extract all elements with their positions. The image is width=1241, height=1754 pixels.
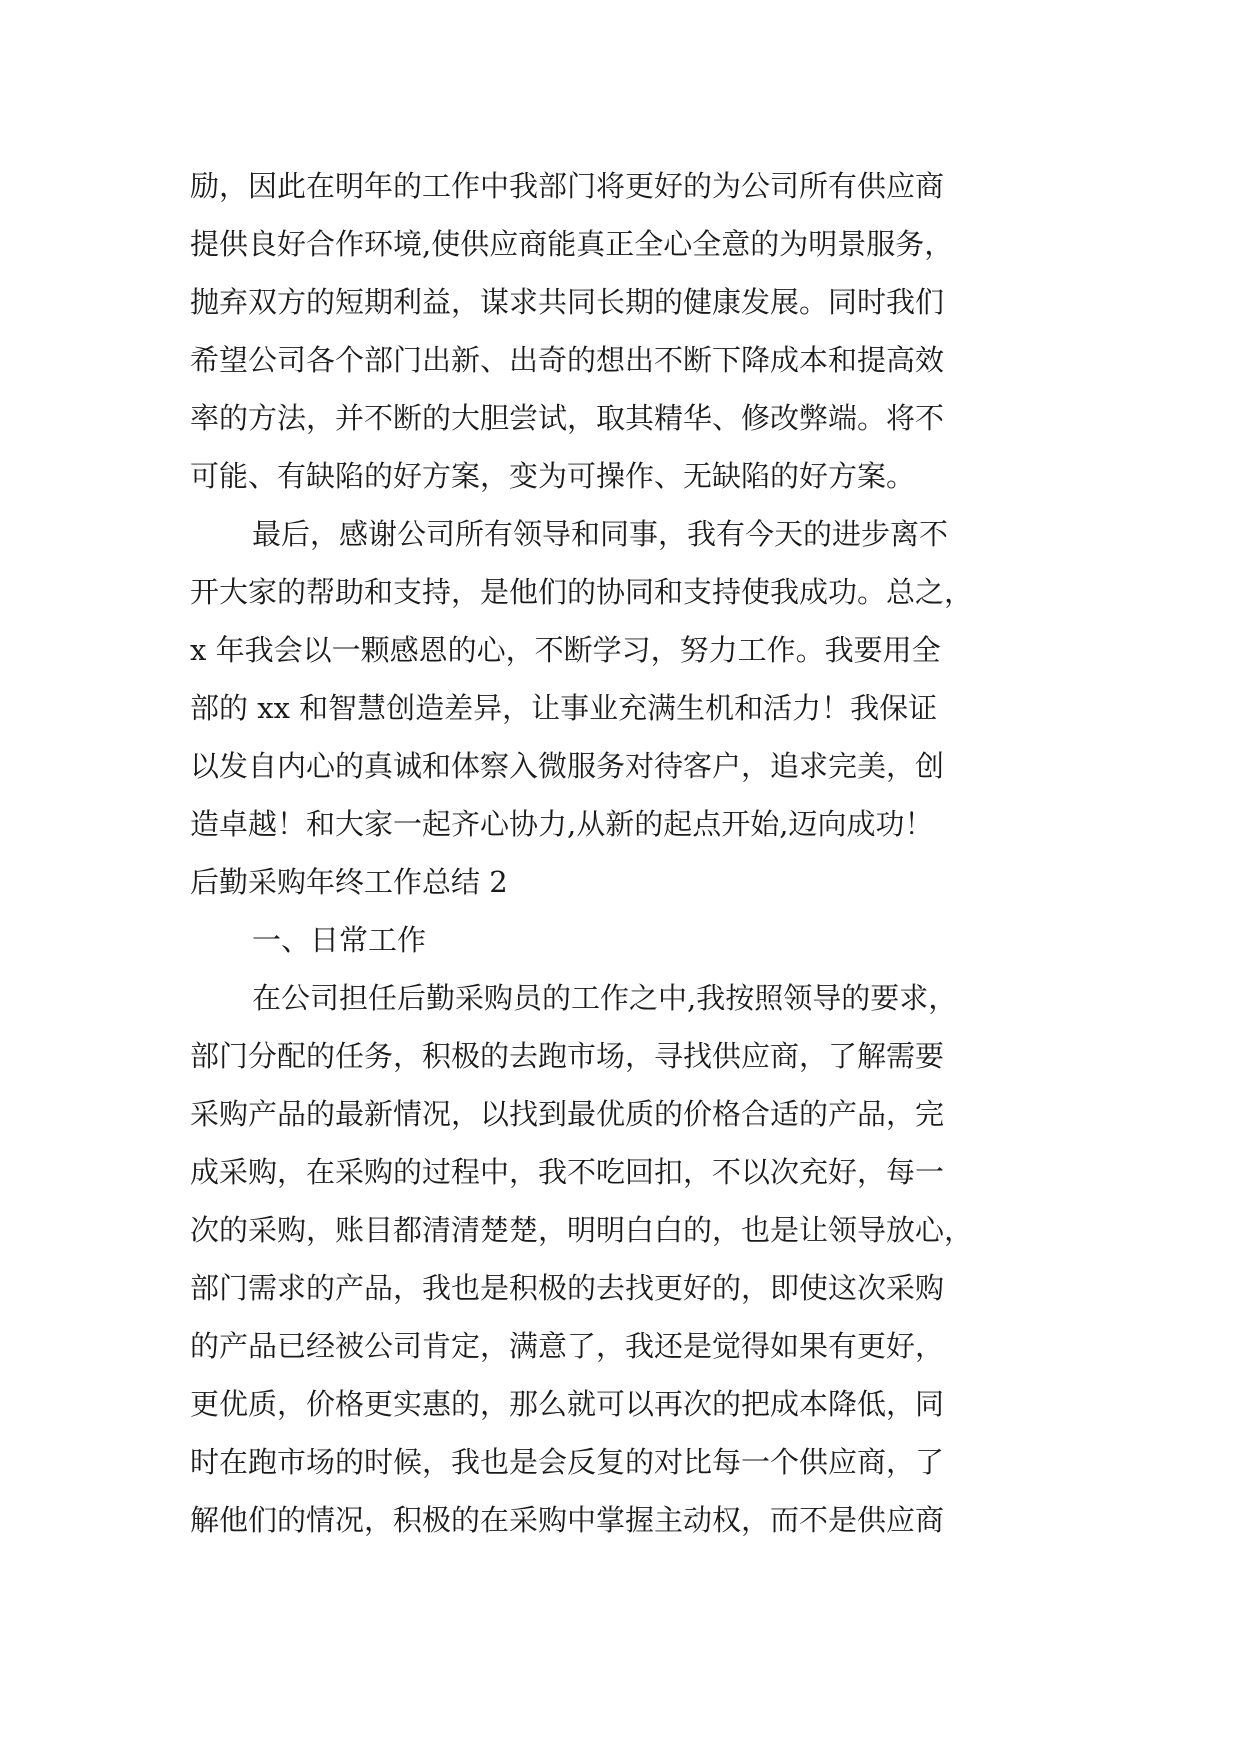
section-title: 后勤采购年终工作总结 2 xyxy=(190,865,508,899)
paragraph-line: x 年我会以一颗感恩的心，不断学习，努力工作。我要用全 xyxy=(190,633,941,667)
paragraph-line: 时在跑市场的时候，我也是会反复的对比每一个供应商，了 xyxy=(190,1445,945,1479)
paragraph-line: 部门需求的产品，我也是积极的去找更好的，即使这次采购 xyxy=(190,1271,945,1305)
paragraph-line: 造卓越！和大家一起齐心协力,从新的起点开始,迈向成功！ xyxy=(190,807,934,841)
paragraph-line: 率的方法，并不断的大胆尝试，取其精华、修改弊端。将不 xyxy=(190,401,945,435)
paragraph-line: 提供良好合作环境,使供应商能真正全心全意的为明景服务， xyxy=(190,227,954,261)
paragraph-line: 以发自内心的真诚和体察入微服务对待客户，追求完美，创 xyxy=(190,749,945,783)
section-heading: 一、日常工作 xyxy=(252,923,427,957)
paragraph-line: 开大家的帮助和支持，是他们的协同和支持使我成功。总之， xyxy=(190,575,974,609)
paragraph-line: 部的 xx 和智慧创造差异，让事业充满生机和活力！我保证 xyxy=(190,691,938,725)
paragraph-line: 更优质，价格更实惠的，那么就可以再次的把成本降低，同 xyxy=(190,1387,945,1421)
paragraph-line: 的产品已经被公司肯定，满意了，我还是觉得如果有更好， xyxy=(190,1329,945,1363)
paragraph-line: 在公司担任后勤采购员的工作之中,我按照领导的要求， xyxy=(252,981,958,1015)
paragraph-line: 采购产品的最新情况，以找到最优质的价格合适的产品，完 xyxy=(190,1097,945,1131)
paragraph-line: 希望公司各个部门出新、出奇的想出不断下降成本和提高效 xyxy=(190,343,945,377)
paragraph-line: 最后，感谢公司所有领导和同事，我有今天的进步离不 xyxy=(252,517,949,551)
paragraph-line: 次的采购，账目都清清楚楚，明明白白的，也是让领导放心， xyxy=(190,1213,974,1247)
paragraph-line: 成采购，在采购的过程中，我不吃回扣，不以次充好，每一 xyxy=(190,1155,945,1189)
paragraph-line: 励，因此在明年的工作中我部门将更好的为公司所有供应商 xyxy=(190,169,945,203)
paragraph-line: 可能、有缺陷的好方案，变为可操作、无缺陷的好方案。 xyxy=(190,459,916,493)
paragraph-line: 解他们的情况，积极的在采购中掌握主动权，而不是供应商 xyxy=(190,1503,945,1537)
paragraph-line: 部门分配的任务，积极的去跑市场，寻找供应商，了解需要 xyxy=(190,1039,945,1073)
paragraph-line: 抛弃双方的短期利益，谋求共同长期的健康发展。同时我们 xyxy=(190,285,945,319)
